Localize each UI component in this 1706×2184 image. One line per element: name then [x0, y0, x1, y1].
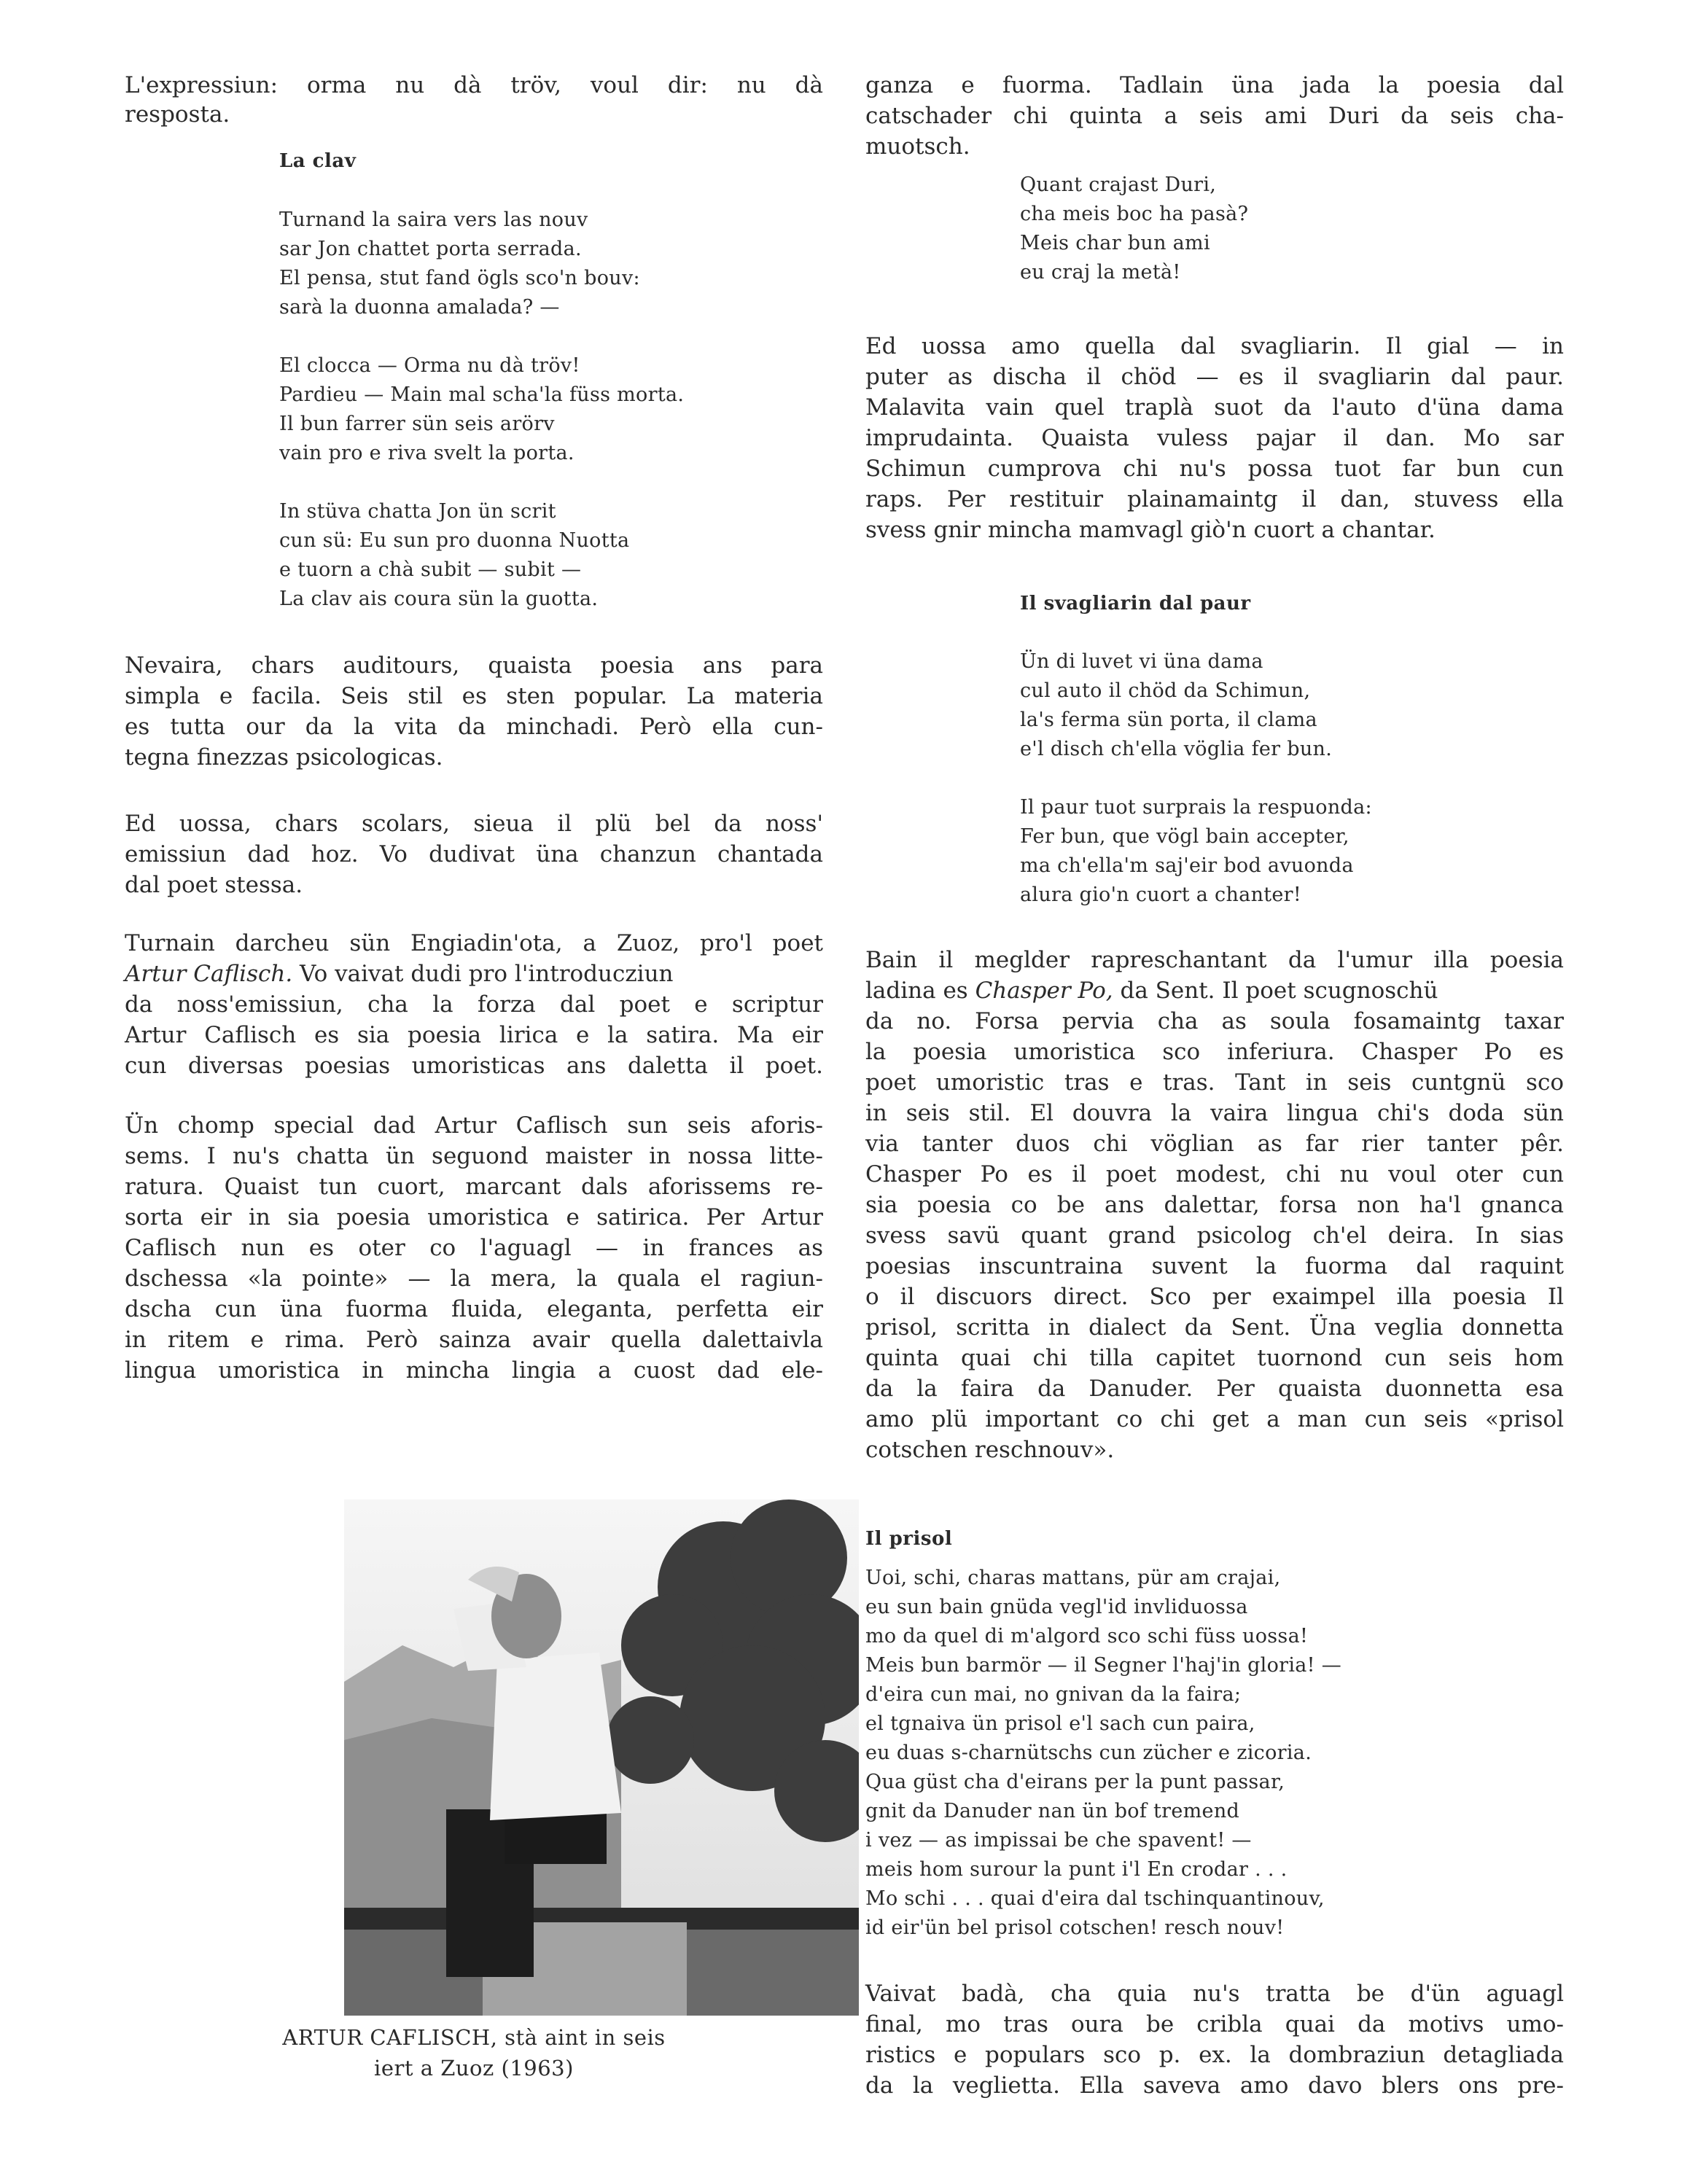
text-line: imprudainta. Quaista vuless pajar il dan. Mo sar	[865, 425, 1564, 451]
text-fragment: Vo vaivat dudi pro l'introducziun	[292, 961, 674, 987]
poem-title: La clav	[279, 150, 357, 172]
text-line: Bain il meglder rapreschantant da l'umur illa poesia	[865, 947, 1564, 973]
text-line: es tutta our da la vita da minchadi. Però ella cun-	[125, 714, 823, 740]
poem-line: e tuorn a chà subit — subit —	[279, 558, 582, 581]
poem-line: id eir'ün bel prisol cotschen! resch nouv!	[865, 1916, 1285, 1939]
text-line: prisol, scritta in dialect da Sent. Üna veglia donnetta	[865, 1314, 1564, 1341]
text-line: Vaivat badà, cha quia nu's tratta be d'ün aguagl	[865, 1981, 1564, 2007]
poet-photo	[344, 1499, 859, 2016]
left-column	[125, 0, 823, 2184]
text-line: Schimun cumprova chi nu's possa tuot far bun cun	[865, 456, 1564, 482]
right-column	[865, 0, 1564, 2184]
text-line: L'expressiun: orma nu dà tröv, voul dir: nu dà	[125, 72, 823, 98]
text-line: muotsch.	[865, 133, 970, 160]
poet-name: Artur Caflisch.	[125, 961, 293, 987]
poem-line: Il bun farrer sün seis arörv	[279, 413, 555, 435]
poem-line: Mo schi . . . quai d'eira dal tschinquantinouv,	[865, 1887, 1325, 1910]
poem-line: cha meis boc ha pasà?	[1020, 203, 1249, 225]
text-fragment: ladina es	[865, 978, 975, 1004]
poem-line: In stüva chatta Jon ün scrit	[279, 500, 556, 523]
text-line: poesias inscuntraina suvent la fuorma dal raquint	[865, 1253, 1564, 1279]
text-line	[125, 959, 823, 988]
text-line: ristics e populars sco p. ex. la dombraziun detagliada	[865, 2042, 1564, 2068]
poem-line: Uoi, schi, charas mattans, pür am crajai,	[865, 1567, 1281, 1589]
text-line: amo plü important co chi get a man cun seis «prisol	[865, 1406, 1564, 1432]
poem-line: Ün di luvet vi üna dama	[1020, 650, 1263, 673]
poem-line: Qua güst cha d'eirans per la punt passar,	[865, 1771, 1285, 1793]
text-line: lingua umoristica in mincha lingia a cuost dad ele-	[125, 1357, 823, 1384]
text-line: catschader chi quinta a seis ami Duri da seis cha-	[865, 103, 1564, 129]
poem-title: Il prisol	[865, 1528, 953, 1550]
poem-line: Il paur tuot surprais la respuonda:	[1020, 796, 1372, 819]
poem-line: mo da quel di m'algord sco schi füss uossa!	[865, 1625, 1309, 1647]
text-line: svess gnir mincha mamvagl giò'n cuort a chantar.	[865, 517, 1436, 543]
poem-line: eu sun bain gnüda vegl'id invliduossa	[865, 1596, 1248, 1618]
poem-line: ma ch'ella'm saj'eir bod avuonda	[1020, 854, 1354, 877]
text-line: sems. I nu's chatta ün seguond maister in nossa litte-	[125, 1143, 823, 1169]
text-line: Ed uossa amo quella dal svagliarin. Il gial — in	[865, 333, 1564, 359]
poem-line: gnit da Danuder nan ün bof tremend	[865, 1800, 1240, 1822]
poem-line: Fer bun, que vögl bain accepter,	[1020, 825, 1349, 848]
text-line: cotschen reschnouv».	[865, 1437, 1115, 1463]
poem-line: El pensa, stut fand ögls sco'n bouv:	[279, 267, 640, 289]
poem-line: alura gio'n cuort a chanter!	[1020, 884, 1302, 906]
text-line: tegna finezzas psicologicas.	[125, 744, 443, 771]
poem-line: sarà la duonna amalada? —	[279, 296, 560, 319]
text-line: Chasper Po es il poet modest, chi nu voul oter cun	[865, 1161, 1564, 1187]
poem-line: d'eira cun mai, no gnivan da la faira;	[865, 1683, 1242, 1706]
text-line: sia poesia co be ans dalettar, forsa non ha'l gnanca	[865, 1192, 1564, 1218]
text-line: Ün chomp special dad Artur Caflisch sun seis aforis-	[125, 1112, 823, 1139]
text-line: resposta.	[125, 101, 230, 128]
text-line: simpla e facila. Seis stil es sten popular. La materia	[125, 683, 823, 709]
text-line: ratura. Quaist tun cuort, marcant dals aforissems re-	[125, 1174, 823, 1200]
text-line: o il discuors direct. Sco per exaimpel illa poesia Il	[865, 1284, 1564, 1310]
poem-line: eu duas s-charnütschs cun zücher e zicoria.	[865, 1742, 1312, 1764]
text-line: Malavita vain quel traplà suot da l'auto d'üna dama	[865, 394, 1564, 421]
poem-line: Meis bun barmör — il Segner l'haj'in gloria! —	[865, 1654, 1342, 1677]
text-line: svess savü quant grand psicolog ch'el deira. In sias	[865, 1222, 1564, 1249]
text-line: Nevaira, chars auditours, quaista poesia ans para	[125, 652, 823, 679]
text-line: dschessa «la pointe» — la mera, la quala el ragiun-	[125, 1265, 823, 1292]
poem-line: Turnand la saira vers las nouv	[279, 208, 588, 231]
text-line: da no. Forsa pervia cha as soula fosamaintg taxar	[865, 1008, 1564, 1034]
text-line: da noss'emissiun, cha la forza dal poet e scriptur	[125, 991, 823, 1018]
text-line: in ritem e rima. Però sainza avair quella dalettaivla	[125, 1327, 823, 1353]
text-line: poet umoristic tras e tras. Tant in seis cuntgnü sco	[865, 1069, 1564, 1096]
text-line: ganza e fuorma. Tadlain üna jada la poesia dal	[865, 72, 1564, 98]
poem-line: meis hom surour la punt i'l En crodar . . .	[865, 1858, 1288, 1881]
poem-line: sar Jon chattet porta serrada.	[279, 238, 582, 260]
poem-line: la's ferma sün porta, il clama	[1020, 709, 1317, 731]
text-line: via tanter duos chi vöglian as far rier tanter pêr.	[865, 1131, 1564, 1157]
poem-line: eu craj la metà!	[1020, 261, 1181, 284]
text-line: Artur Caflisch es sia poesia lirica e la satira. Ma eir	[125, 1022, 823, 1048]
photo-caption: iert a Zuoz (1963)	[374, 2056, 574, 2080]
poem-line: Pardieu — Main mal scha'la füss morta.	[279, 383, 685, 406]
photo-caption: ARTUR CAFLISCH, stà aint in seis	[282, 2025, 666, 2050]
poem-title: Il svagliarin dal paur	[1020, 593, 1251, 615]
text-line: dal poet stessa.	[125, 872, 303, 898]
text-line: la poesia umoristica sco inferiura. Chasper Po es	[865, 1039, 1564, 1065]
poem-line: La clav ais coura sün la guotta.	[279, 588, 599, 610]
text-line: Caflisch nun es oter co l'aguagl — in frances as	[125, 1235, 823, 1261]
text-line: Turnain darcheu sün Engiadin'ota, a Zuoz, pro'l poet	[125, 930, 823, 956]
text-line	[865, 976, 1564, 1005]
poem-line: vain pro e riva svelt la porta.	[279, 442, 574, 464]
poet-name: Chasper Po,	[975, 978, 1113, 1004]
text-line: quinta quai chi tilla capitet tuornond cun seis hom	[865, 1345, 1564, 1371]
text-line: dscha cun üna fuorma fluida, eleganta, perfetta eir	[125, 1296, 823, 1322]
photo-scene	[344, 1499, 859, 2016]
poem-line: i vez — as impissai be che spavent! —	[865, 1829, 1252, 1852]
poem-line: cul auto il chöd da Schimun,	[1020, 679, 1311, 702]
text-line: emissiun dad hoz. Vo dudivat üna chanzun chantada	[125, 841, 823, 867]
text-line: sorta eir in sia poesia umoristica e satirica. Per Artur	[125, 1204, 823, 1231]
text-line: raps. Per restituir plainamaintg il dan, stuvess ella	[865, 486, 1564, 512]
text-line: cun diversas poesias umoristicas ans daletta il poet.	[125, 1053, 823, 1079]
poem-line: Meis char bun ami	[1020, 232, 1210, 254]
poem-line: Quant crajast Duri,	[1020, 173, 1217, 196]
text-line: in seis stil. El douvra la vaira lingua chi's doda sün	[865, 1100, 1564, 1126]
text-line: puter as discha il chöd — es il svagliarin dal paur.	[865, 364, 1564, 390]
poem-line: el tgnaiva ün prisol e'l sach cun paira,	[865, 1712, 1255, 1735]
text-line: da la faira da Danuder. Per quaista duonnetta esa	[865, 1376, 1564, 1402]
text-line: Ed uossa, chars scolars, sieua il plü bel da noss'	[125, 811, 823, 837]
text-line: final, mo tras oura be cribla quai da motivs umo-	[865, 2011, 1564, 2037]
text-fragment: da Sent. Il poet scugnoschü	[1113, 978, 1438, 1004]
poem-line: El clocca — Orma nu dà tröv!	[279, 354, 580, 377]
poem-line: cun sü: Eu sun pro duonna Nuotta	[279, 529, 630, 552]
poem-line: e'l disch ch'ella vöglia fer bun.	[1020, 738, 1333, 760]
text-line: da la veglietta. Ella saveva amo davo blers ons pre-	[865, 2072, 1564, 2099]
